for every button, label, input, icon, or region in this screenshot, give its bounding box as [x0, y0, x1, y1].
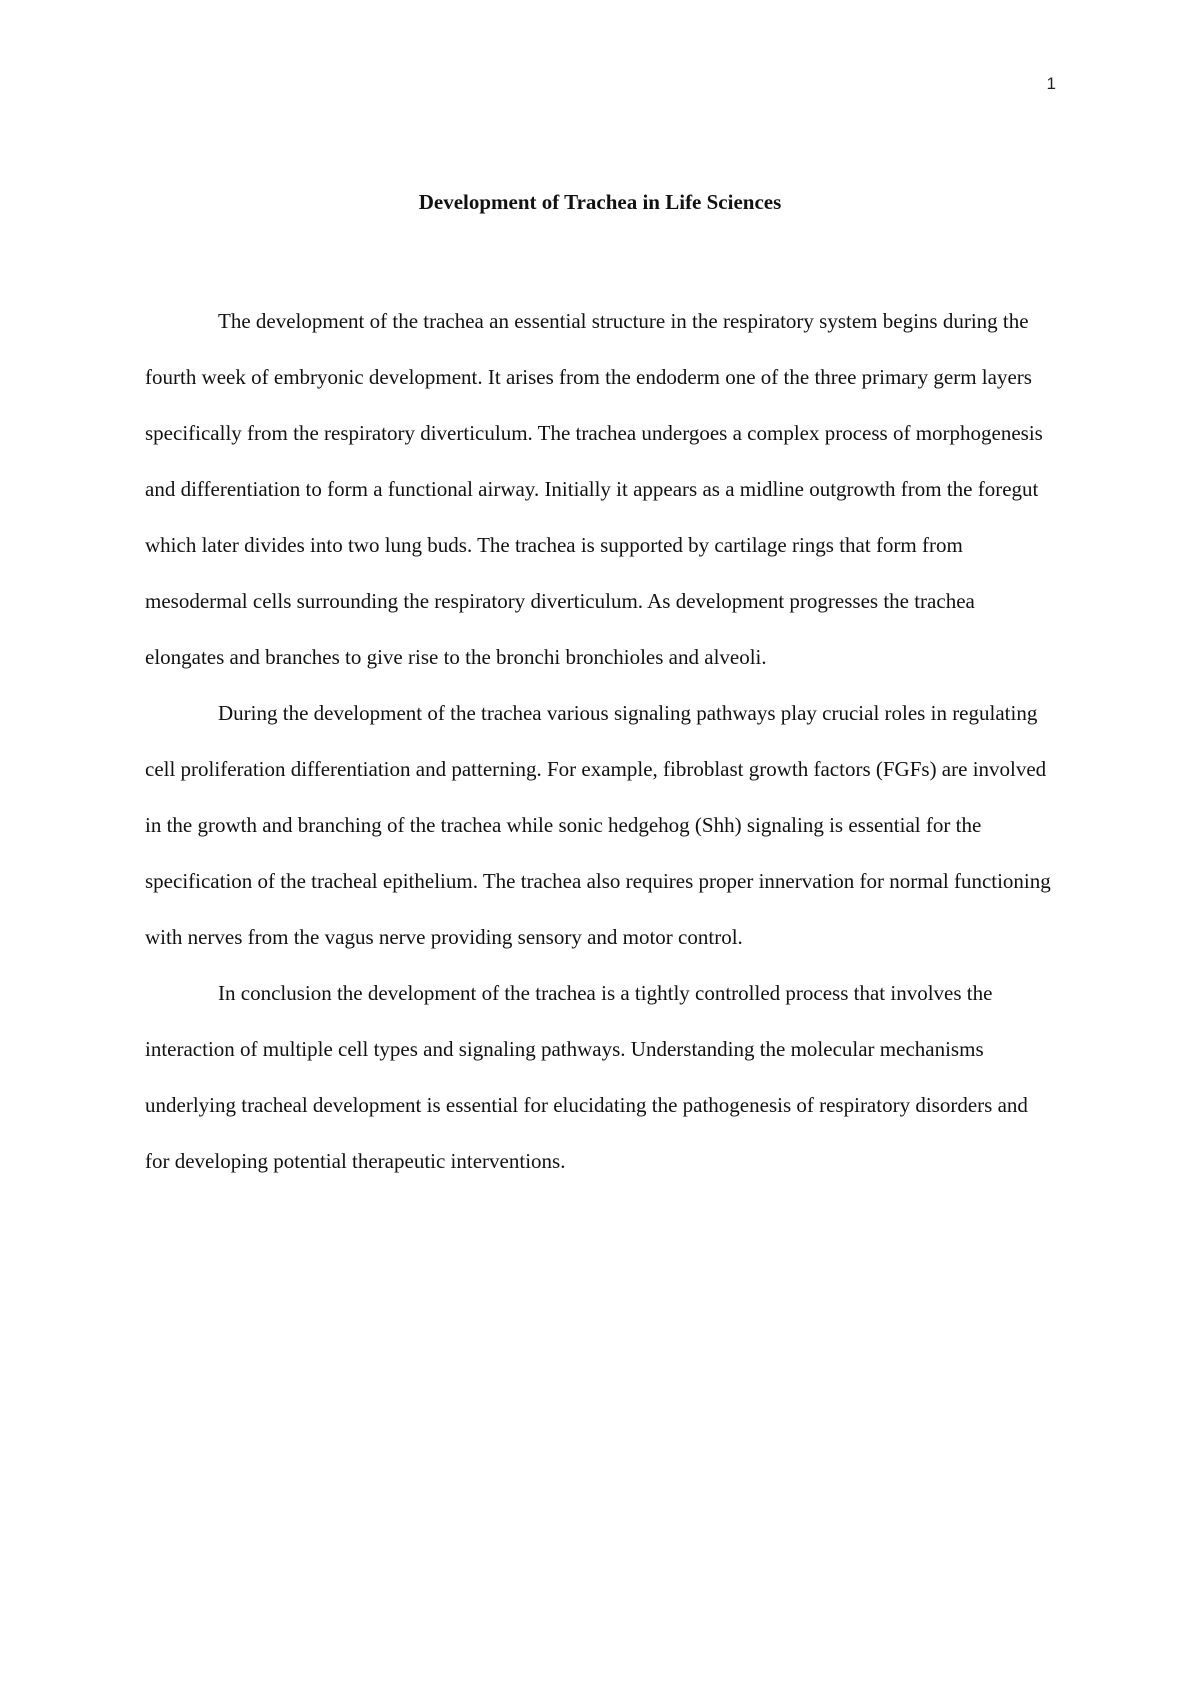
paragraph: The development of the trachea an essential structure in the respiratory system begins during the fourth week of embryonic development. It arises from the endoderm one of the three primary germ layers specifically from the respiratory diverticulum. The trachea undergoes a complex process of morphogenesis and differentiation to form a functional airway. Initially it appears as a midline outgrowth from the foregut which later divides into two lung buds. The trachea is supported by cartilage rings that form from mesodermal cells surrounding the respiratory diverticulum. As development progresses the trachea elongates and branches to give rise to the bronchi bronchioles and alveoli. [145, 309, 1043, 669]
document-body [145, 293, 1057, 1189]
paragraph: In conclusion the development of the trachea is a tightly controlled process that involves the interaction of multiple cell types and signaling pathways. Understanding the molecular mechanisms underlying tracheal development is essential for elucidating the pathogenesis of respiratory disorders and for developing potential therapeutic interventions. [145, 981, 1028, 1173]
paragraph: During the development of the trachea various signaling pathways play crucial roles in regulating cell proliferation differentiation and patterning. For example, fibroblast growth factors (FGFs) are involved in the growth and branching of the trachea while sonic hedgehog (Shh) signaling is essential for the specification of the tracheal epithelium. The trachea also requires proper innervation for normal functioning with nerves from the vagus nerve providing sensory and motor control. [145, 701, 1051, 949]
page-number: 1 [1046, 74, 1056, 93]
document-title: Development of Trachea in Life Sciences [418, 190, 782, 214]
